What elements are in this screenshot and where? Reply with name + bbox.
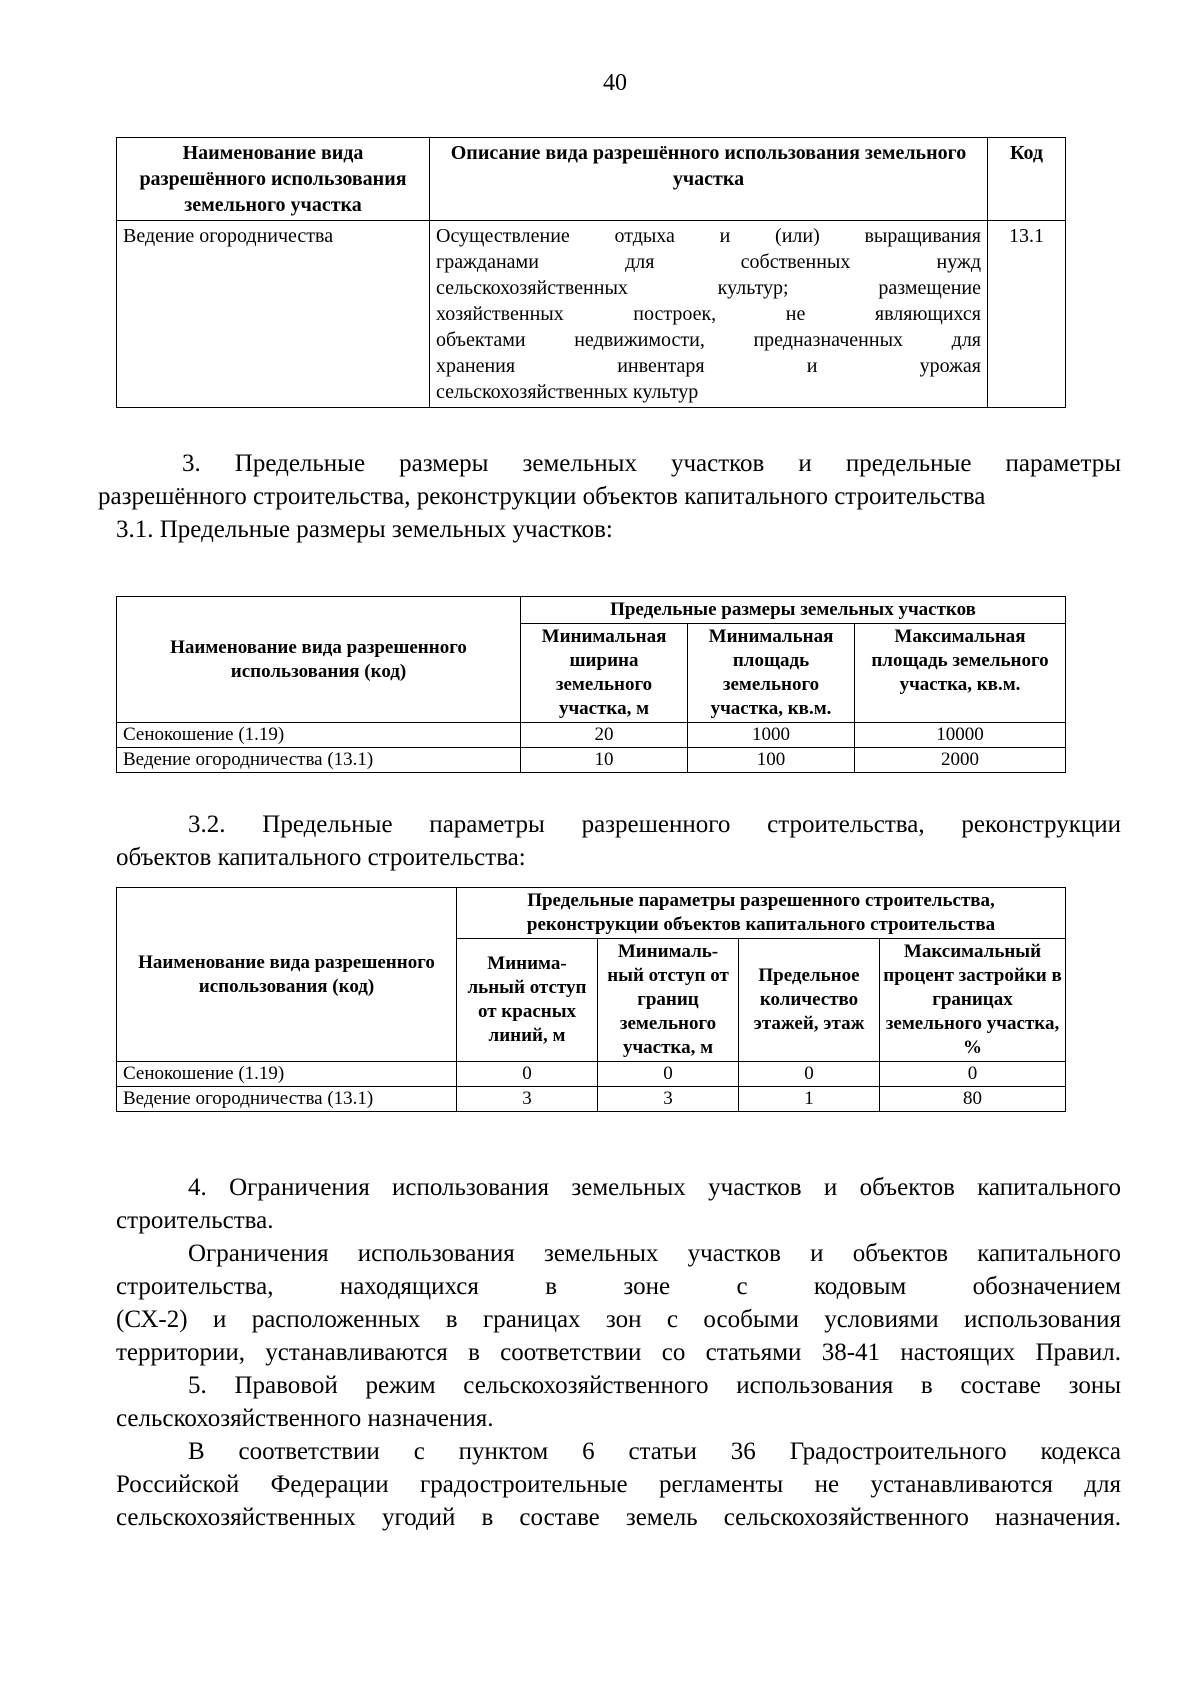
header-use-description: Описание вида разрешённого использования земельного участка [430, 138, 988, 221]
row-name: Сенокошение (1.19) [117, 1062, 457, 1087]
header-min-setback-boundaries: Минималь-ный отступ от границ земельного участка, м [598, 939, 739, 1062]
row-name: Ведение огородничества (13.1) [117, 748, 521, 773]
row-value: 0 [598, 1062, 739, 1087]
table-row [117, 221, 1066, 408]
section-5-heading: 5. Правовой режим сельскохозяйственного использования в составе зоны сельскохозяйственного назначения. [116, 1372, 1121, 1432]
row-value: 2000 [855, 748, 1066, 773]
header-use-name: Наименование вида разрешенного использования (код) [117, 888, 457, 1062]
header-max-floors: Предельное количество этажей, этаж [739, 939, 880, 1062]
section-3-2-heading: 3.2. Предельные параметры разрешенного строительства, реконструкции объектов капитального строительства: [116, 811, 1121, 871]
description-line: объектами недвижимости, предназначенных для [436, 329, 981, 351]
header-use-name: Наименование вида разрешённого использования земельного участка [117, 138, 430, 221]
page-number: 40 [603, 70, 627, 96]
table-row [117, 1062, 1066, 1087]
section-4-body: Ограничения использования земельных участков и объектов капитального строительства, находящихся в зоне с кодовым обозначением (СХ-2) и расположенных в границах зон с особыми условиями использования территории, устанавливаются в соответствии со статьями 38-41 настоящих Правил. [116, 1240, 1121, 1366]
row-value: 0 [880, 1062, 1066, 1087]
header-group: Предельные параметры разрешенного строительства, реконструкции объектов капитального строительства [457, 888, 1066, 939]
description-line: хранения инвентаря и урожая [436, 355, 981, 377]
description-line: Осуществление отдыха и (или) выращивания [436, 225, 981, 247]
table-header-row [117, 888, 1066, 939]
table-header-row [117, 597, 1066, 624]
section-4-heading: 4. Ограничения использования земельных участков и объектов капитального строительства. [116, 1174, 1121, 1234]
row-value: 0 [457, 1062, 598, 1087]
section-3-1-heading: 3.1. Предельные размеры земельных участков: [116, 516, 613, 543]
header-max-area: Максимальная площадь земельного участка, кв.м. [855, 624, 1066, 723]
header-min-area: Минимальная площадь земельного участка, кв.м. [688, 624, 855, 723]
table-row [117, 1087, 1066, 1112]
row-name: Ведение огородничества (13.1) [117, 1087, 457, 1112]
header-min-setback-red-lines: Минима-льный отступ от красных линий, м [457, 939, 598, 1062]
header-min-width: Минимальная ширина земельного участка, м [521, 624, 688, 723]
header-max-coverage: Максимальный процент застройки в границах земельного участка, % [880, 939, 1066, 1062]
description-line: сельскохозяйственных культур [436, 381, 699, 403]
land-plot-sizes-table [116, 596, 1066, 773]
section-3-heading: 3. Предельные размеры земельных участков и предельные параметры разрешённого строительства, реконструкции объектов капитального строительства [98, 450, 1121, 510]
construction-parameters-table [116, 887, 1066, 1112]
table-header-row [117, 138, 1066, 221]
table-row [117, 723, 1066, 748]
row-value: 0 [739, 1062, 880, 1087]
row-name: Сенокошение (1.19) [117, 723, 521, 748]
use-code-cell: 13.1 [988, 221, 1066, 408]
table-row [117, 748, 1066, 773]
row-value: 10 [521, 748, 688, 773]
description-line: сельскохозяйственных культур; размещение [436, 277, 981, 299]
row-value: 1000 [688, 723, 855, 748]
header-use-name: Наименование вида разрешенного использования (код) [117, 597, 521, 723]
row-value: 80 [880, 1087, 1066, 1112]
row-value: 3 [598, 1087, 739, 1112]
row-value: 10000 [855, 723, 1066, 748]
row-value: 1 [739, 1087, 880, 1112]
row-value: 100 [688, 748, 855, 773]
permitted-use-table [116, 137, 1066, 408]
description-line: гражданами для собственных нужд [436, 251, 981, 273]
header-code: Код [988, 138, 1066, 221]
row-value: 20 [521, 723, 688, 748]
description-line: хозяйственных построек, не являющихся [436, 303, 981, 325]
row-value: 3 [457, 1087, 598, 1112]
use-description-cell [430, 221, 988, 408]
header-group: Предельные размеры земельных участков [521, 597, 1066, 624]
section-5-body: В соответствии с пунктом 6 статьи 36 Градостроительного кодекса Российской Федерации градостроительные регламенты не устанавливаются для сельскохозяйственных угодий в составе земель сельскохозяйственного назначения. [116, 1438, 1121, 1531]
use-name-cell: Ведение огородничества [117, 221, 430, 408]
